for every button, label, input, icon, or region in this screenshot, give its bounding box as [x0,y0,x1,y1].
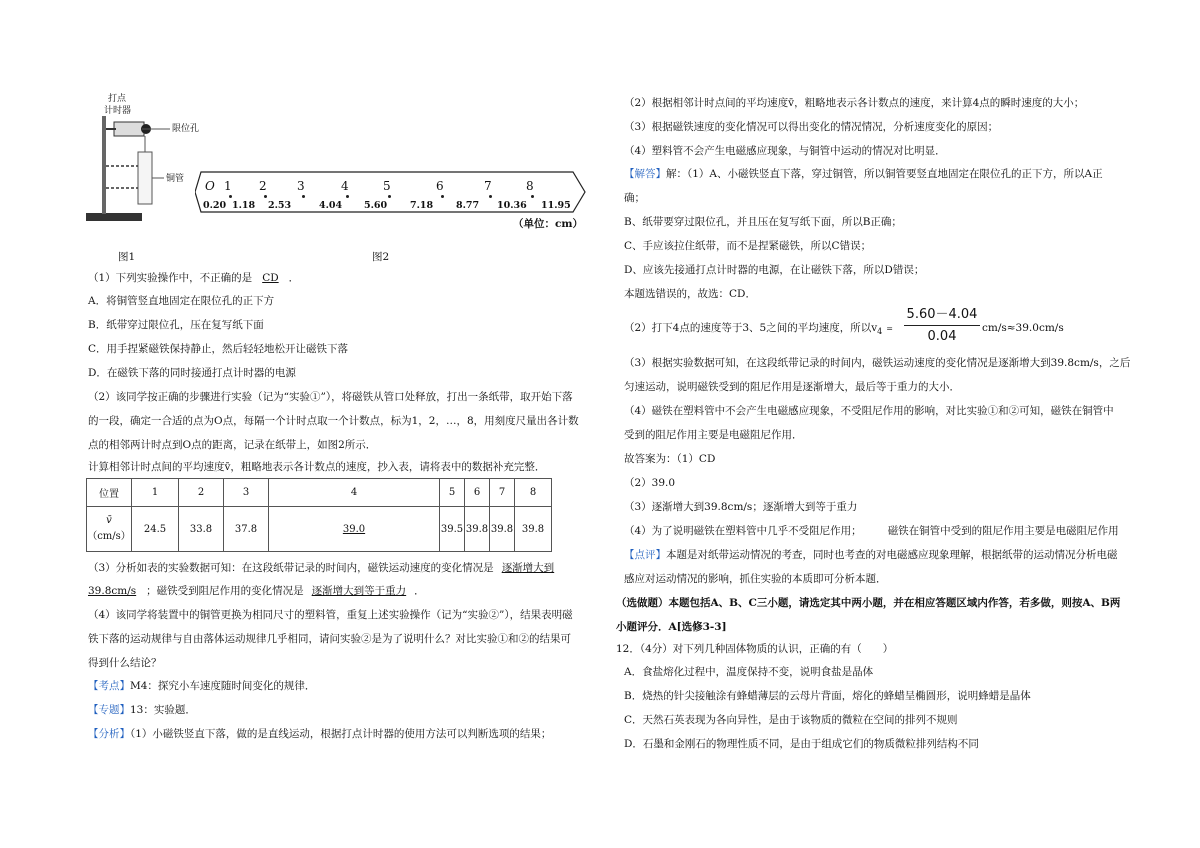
q12-option-b: B．烧热的针尖接触涂有蜂蜡薄层的云母片背面，熔化的蜂蜡呈椭圆形，说明蜂蜡是晶体 [624,690,1031,702]
elective-heading-1: （选做题）本题包括A、B、C三小题，请选定其中两小题，并在相应答题区域内作答，若多做，则按A、B两 [616,597,1121,609]
zhuanti: 【专题】13：实验题． [88,704,196,716]
tape-distance-label: 7.18 [410,200,434,211]
tape-distance-label: 2.53 [268,200,292,211]
analysis-line-4: （4）塑料管不会产生电磁感应现象，与铜管中运动的情况对比明显． [624,145,946,157]
table-cell: 6 [465,479,490,507]
final-answer-4: （4）为了说明磁铁在塑料管中几乎不受阻尼作用； 磁铁在铜管中受到的阻尼作用主要是电磁阻尼作用 [624,525,1119,537]
q1-option-a: A．将铜管竖直地固定在限位孔的正下方 [88,295,275,307]
q12-option-a: A．食盐熔化过程中，温度保持不变，说明食盐是晶体 [624,666,874,678]
table-cell: 39.8 [490,507,515,552]
analysis-line-3: （3）根据磁铁速度的变化情况可以得出变化的情况情况，分析速度变化的原因； [624,121,999,133]
solution-3-line-2: 匀速运动，说明磁铁受到的阻尼作用是逐渐增大，最后等于重力的大小． [624,381,960,393]
formula-fraction-bar [904,325,980,326]
tape-dot [441,195,444,198]
fig1-hole-label: 限位孔 [172,124,200,134]
table-cell: 39.8 [465,507,490,552]
solution-d: D、应该先接通打点计时器的电源，在让磁铁下落，所以D错误； [624,264,925,276]
solution-3-line-1: （3）根据实验数据可知，在这段纸带记录的时间内，磁铁运动速度的变化情况是逐渐增大到39.8cm/s，之后 [624,357,1131,369]
elective-heading-2: 小题评分．A[选修3-3] [616,621,727,633]
tape-distance-label: 5.60 [364,200,388,211]
table-cell: 39.5 [440,507,465,552]
table-cell: 1 [132,479,179,507]
stand-pole [102,116,106,214]
tape-point-label: 1 [224,179,232,193]
fig1-caption: 图1 [118,251,136,263]
q1-option-c: C．用手捏紧磁铁保持静止，然后轻轻地松开让磁铁下落 [88,343,349,355]
table-cell: 2 [179,479,224,507]
formula-denominator: 0.04 [927,329,957,344]
table-row-label: v̄ （cm/s） [87,507,132,552]
analysis-line-2: （2）根据相邻计时点间的平均速度v̄，粗略地表示各计数点的速度，来计算4点的瞬时速度的大小； [624,97,1085,109]
solution-4-line-2: 受到的阻尼作用主要是电磁阻尼作用． [624,429,803,441]
table-row [87,507,552,552]
tape-dot [489,195,492,198]
q4-line-2: 铁下落的运动规律与自由落体运动规律几乎相同，请问实验②是为了说明什么？对比实验①和②的结果可 [88,633,571,645]
q3-line-2: 39.8cm/s ；磁铁受到阻尼作用的变化情况是 逐渐增大到等于重力 ． [88,585,425,597]
tape-distance-label: 0.20 [203,200,227,211]
velocity-table [86,478,552,552]
q1-option-b: B．纸带穿过限位孔，压在复写纸下面 [88,319,264,331]
tape-point-label: 5 [383,179,391,193]
q2-line-1: （2）该同学按正确的步骤进行实验（记为“实验①”），将磁铁从管口处释放，打出一条纸带，取开始下落 [88,391,573,403]
q4-line-3: 得到什么结论？ [88,657,162,669]
jieda-line-2: 确； [624,192,645,204]
tape-distance-label: 8.77 [456,200,480,211]
q2-line-4: 计算相邻计时点间的平均速度v̄，粗略地表示各计数点的速度，抄入表，请将表中的数据补充完整． [88,461,546,473]
stand-base [86,213,142,221]
solution-choice: 本题选错误的，故选：CD． [624,288,756,300]
tape-point-label: 7 [484,179,492,193]
tape-dot [229,195,232,198]
solution-c: C、手应该拉住纸带，而不是捏紧磁铁，所以C错误； [624,240,872,252]
fig1-timer-label-2: 计时器 [104,106,132,116]
tape-dot [302,195,305,198]
formula-numerator: 5.60－4.04 [906,307,978,322]
fig2-unit-label: （单位：cm） [513,218,584,230]
fig2-caption: 图2 [372,251,390,263]
q12-option-d: D．石墨和金刚石的物理性质不同，是由于组成它们的物质微粒排列结构不同 [624,738,979,750]
tape-dot [264,195,267,198]
final-answer-2: （2）39.0 [624,477,676,489]
formula-suffix: cm/s≈39.0cm/s [982,322,1064,334]
dianping-line-1: 【点评】本题是对纸带运动情况的考查，同时也考查的对电磁感应现象理解，根据纸带的运动情况分析电磁 [624,549,1118,561]
dianping-line-2: 感应对运动情况的影响，抓住实验的本质即可分析本题． [624,573,887,585]
tape-point-label: 2 [259,179,267,193]
q1-answer: CD [262,272,279,284]
q2-line-2: 的一段，确定一合适的点为O点，每隔一个计时点取一个计数点，标为1，2，…，8，用刻度尺量出各计数 [88,415,579,427]
copper-tube [138,152,152,204]
table-cell: 4 [269,479,440,507]
final-answer-3: （3）逐渐增大到39.8cm/s；逐渐增大到等于重力 [624,501,858,513]
table-cell: 5 [440,479,465,507]
solution-4-line-1: （4）磁铁在塑料管中不会产生电磁感应现象，不受阻尼作用的影响，对比实验①和②可知，磁铁在铜管中 [624,405,1114,417]
table-cell: 33.8 [179,507,224,552]
table-cell: 39.8 [515,507,552,552]
jieda-line-1: 【解答】解：（1）A、小磁铁竖直下落，穿过铜管，所以铜管要竖直地固定在限位孔的正下方，所以A正 [624,168,1103,180]
q2-line-3: 点的相邻两计时点到O点的距离，记录在纸带上，如图2所示． [88,439,377,451]
table-cell: 8 [515,479,552,507]
tape-point-label: 8 [526,179,534,193]
table-cell: 7 [490,479,515,507]
fig2-origin-label: O [205,179,215,193]
solution-b: B、纸带要穿过限位孔，并且压在复写纸下面，所以B正确； [624,216,902,228]
figure-1-apparatus [84,88,194,228]
q12-option-c: C．天然石英表现为各向异性，是由于该物质的微粒在空间的排列不规则 [624,714,958,726]
tape-distance-label: 10.36 [497,200,527,211]
tape-distance-label: 4.04 [319,200,343,211]
tape-dot [346,195,349,198]
tape-point-label: 6 [436,179,444,193]
table-cell-answer: 39.0 [269,507,440,552]
q3-line-1: （3）分析如表的实验数据可知：在这段纸带记录的时间内，磁铁运动速度的变化情况是 逐渐增大到 [88,562,555,574]
tape-dot [531,195,534,198]
table-cell: 24.5 [132,507,179,552]
table-cell: 37.8 [224,507,269,552]
final-answer-1: 故答案为：（1）CD [624,453,716,465]
table-header-position: 位置 [87,479,132,507]
q1-option-d: D．在磁铁下落的同时接通打点计时器的电源 [88,367,296,379]
tape-point-label: 4 [341,179,349,193]
fenxi: 【分析】（1）小磁铁竖直下落，做的是直线运动，根据打点计时器的使用方法可以判断选项的结果； [88,728,552,740]
fig1-tube-label: 铜管 [166,174,185,184]
q12-stem: 12．（4分）对下列几种固体物质的认识，正确的有（ ） [616,643,894,655]
timer-box [114,122,144,136]
tape-distance-label: 1.18 [232,200,256,211]
tape-point-label: 3 [297,179,305,193]
fig1-timer-label-1: 打点 [108,94,127,104]
tape-distance-label: 11.95 [541,200,571,211]
q4-line-1: （4）该同学将装置中的铜管更换为相同尺寸的塑料管，重复上述实验操作（记为“实验②”），结果表明磁 [88,609,573,621]
formula-line: （2）打下4点的速度等于3、5之间的平均速度，所以$v_4$ = [624,322,893,337]
kaodian: 【考点】M4：探究小车速度随时间变化的规律． [88,680,316,692]
q1-text: （1）下列实验操作中，不正确的是 CD ． [88,272,300,284]
table-row [87,479,552,507]
tape-dot [388,195,391,198]
table-cell: 3 [224,479,269,507]
